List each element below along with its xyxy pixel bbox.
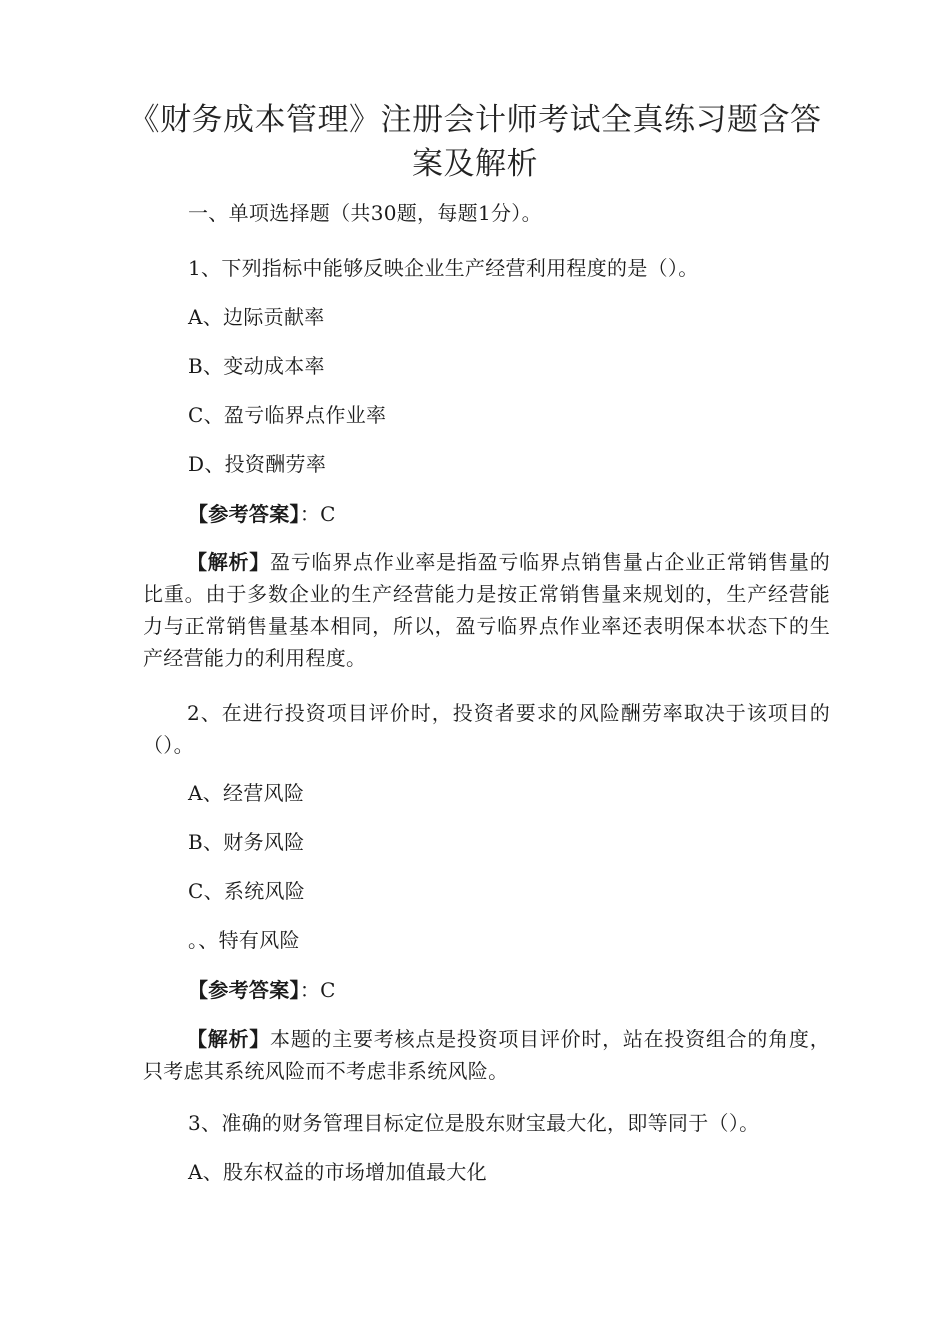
analysis-text: 盈亏临界点作业率是指盈亏临界点销售量占企业正常销售量的比重。由于多数企业的生产经营能力是按正常销售量来规划的，生产经营能力与正常销售量基本相同，所以，盈亏临界点作业率还表明保本状态下的生产经营能力的利用程度。 <box>143 550 830 670</box>
question-2-option-a: A、经营风险 <box>188 781 305 805</box>
question-1-option-a: A、边际贡献率 <box>188 305 325 329</box>
question-3-option-a: A、股东权益的市场增加值最大化 <box>188 1160 487 1184</box>
analysis-label: 【解析】 <box>187 1027 271 1051</box>
answer-value: ：C <box>299 978 336 1002</box>
question-2-stem: 2、在进行投资项目评价时，投资者要求的风险酬劳率取决于该项目的（）。 <box>143 701 830 757</box>
question-1-option-c: C、盈亏临界点作业率 <box>188 403 387 427</box>
question-2-option-d: 。、特有风险 <box>188 928 300 952</box>
question-1-analysis <box>143 546 830 674</box>
answer-value: ：C <box>299 502 336 526</box>
question-1-option-b: B、变动成本率 <box>188 354 325 378</box>
question-1-option-d: D、投资酬劳率 <box>188 452 327 476</box>
question-2-option-c: C、系统风险 <box>188 879 306 903</box>
question-3-stem: 3、准确的财务管理目标定位是股东财宝最大化，即等同于（）。 <box>188 1111 760 1135</box>
document-title: 《财务成本管理》注册会计师考试全真练习题含答案及解析 <box>128 102 822 182</box>
answer-label: 【参考答案】 <box>188 978 300 1002</box>
question-1-answer <box>188 502 336 526</box>
question-1-stem: 1、下列指标中能够反映企业生产经营利用程度的是（）。 <box>188 256 699 280</box>
question-2-option-b: B、财务风险 <box>188 830 305 854</box>
analysis-text: 本题的主要考核点是投资项目评价时，站在投资组合的角度，只考虑其系统风险而不考虑非系统风险。 <box>143 1027 830 1083</box>
section-heading: 一、单项选择题（共30题，每题1分）。 <box>188 201 542 225</box>
question-2-answer <box>188 978 336 1002</box>
analysis-label: 【解析】 <box>187 550 271 574</box>
question-2-analysis <box>143 1023 830 1087</box>
answer-label: 【参考答案】 <box>188 502 300 526</box>
